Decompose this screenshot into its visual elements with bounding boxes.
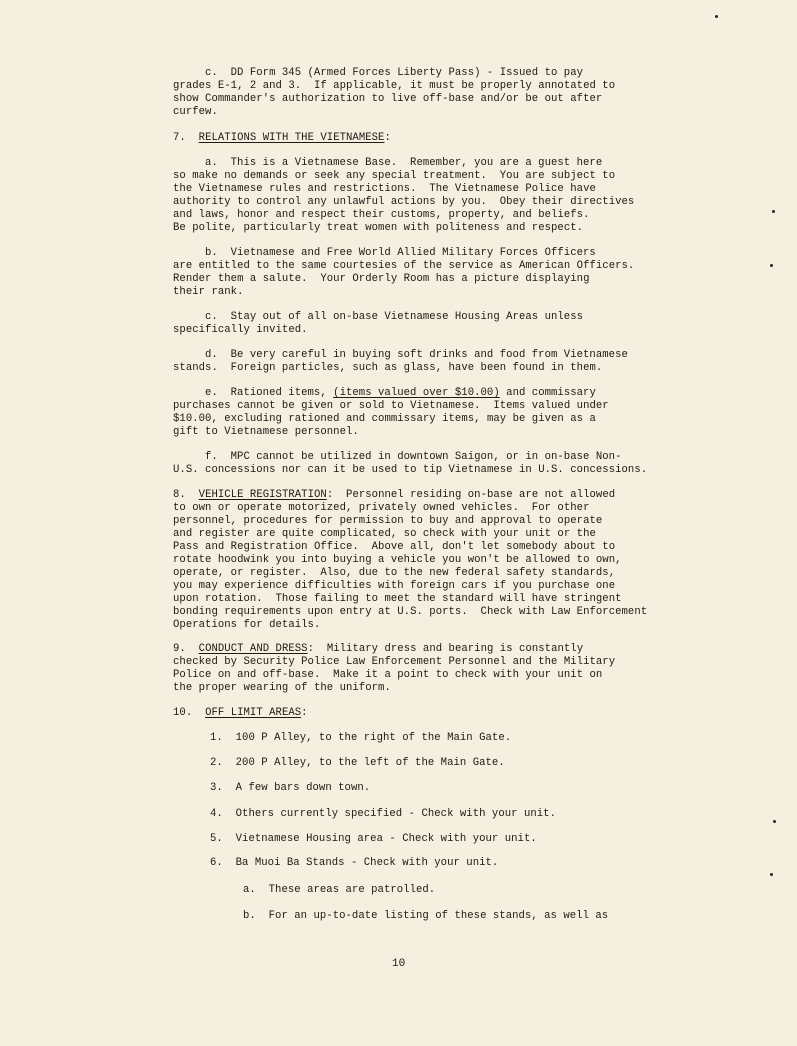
section-7e-underlined: (items valued over $10.00) xyxy=(333,387,500,399)
section-7e-line-4: gift to Vietnamese personnel. xyxy=(173,426,359,438)
section-10-number: 10. xyxy=(173,707,193,719)
section-8-line-3: personnel, procedures for permission to buy and approval to operate xyxy=(173,515,603,527)
scan-speck xyxy=(772,210,775,213)
section-8-line-1-text: : Personnel residing on-base are not allowed xyxy=(326,489,616,501)
para-c-liberty-line-2: grades E-1, 2 and 3. If applicable, it must be properly annotated to xyxy=(173,80,616,92)
section-10-colon: : xyxy=(301,707,308,719)
section-9-line-1-text: : Military dress and bearing is constantly xyxy=(307,643,584,655)
off-limit-item-5: 5. Vietnamese Housing area - Check with your unit. xyxy=(210,833,537,845)
section-7d-line-1: d. Be very careful in buying soft drinks and food from Vietnamese xyxy=(205,349,628,361)
section-8-line-6: rotate hoodwink you into buying a vehicle you won't be allowed to own, xyxy=(173,554,622,566)
section-7d-line-2: stands. Foreign particles, such as glass, have been found in them. xyxy=(173,362,603,374)
scan-speck xyxy=(773,820,776,823)
para-c-liberty-line-4: curfew. xyxy=(173,106,218,118)
off-limit-subitem-a: a. These areas are patrolled. xyxy=(243,884,436,896)
section-8-line-2: to own or operate motorized, privately owned vehicles. For other xyxy=(173,502,590,514)
page-number: 10 xyxy=(392,958,406,970)
section-7a-line-4: authority to control any unlawful actions by you. Obey their directives xyxy=(173,196,635,208)
section-7c-line-2: specifically invited. xyxy=(173,324,308,336)
section-10-title: OFF LIMIT AREAS xyxy=(205,707,302,719)
section-7a-line-6: Be polite, particularly treat women with politeness and respect. xyxy=(173,222,584,234)
section-9-line-4: the proper wearing of the uniform. xyxy=(173,682,391,694)
section-7-title: RELATIONS WITH THE VIETNAMESE xyxy=(198,132,385,144)
section-9-line-1 xyxy=(173,643,583,656)
section-7a-line-5: and laws, honor and respect their customs, property, and beliefs. xyxy=(173,209,590,221)
section-7f-line-1: f. MPC cannot be utilized in downtown Saigon, or in on-base Non- xyxy=(205,451,622,463)
section-7a-line-3: the Vietnamese rules and restrictions. The Vietnamese Police have xyxy=(173,183,596,195)
scan-speck xyxy=(770,873,773,876)
section-9-number: 9. xyxy=(173,643,186,655)
section-7-heading xyxy=(173,132,391,145)
section-7e-line-1 xyxy=(205,387,596,400)
section-7f-line-2: U.S. concessions nor can it be used to tip Vietnamese in U.S. concessions. xyxy=(173,464,648,476)
section-8-line-7: operate, or register. Also, due to the new federal safety standards, xyxy=(173,567,616,579)
section-8-line-11: Operations for details. xyxy=(173,619,321,631)
section-7b-line-1: b. Vietnamese and Free World Allied Military Forces Officers xyxy=(205,247,596,259)
section-8-line-4: and register are quite complicated, so check with your unit or the xyxy=(173,528,596,540)
scan-speck xyxy=(715,15,718,18)
section-7e-post: and commissary xyxy=(499,387,596,399)
section-7-colon: : xyxy=(384,132,391,144)
section-7c-line-1: c. Stay out of all on-base Vietnamese Housing Areas unless xyxy=(205,311,584,323)
off-limit-subitem-b: b. For an up-to-date listing of these stands, as well as xyxy=(243,910,609,922)
section-8-line-5: Pass and Registration Office. Above all, don't let somebody about to xyxy=(173,541,616,553)
section-8-number: 8. xyxy=(173,489,186,501)
section-8-title: VEHICLE REGISTRATION xyxy=(198,489,327,501)
section-8-line-9: upon rotation. Those failing to meet the standard will have stringent xyxy=(173,593,622,605)
section-9-title: CONDUCT AND DRESS xyxy=(198,643,308,655)
section-8-line-1 xyxy=(173,489,615,502)
section-7b-line-2: are entitled to the same courtesies of the service as American Officers. xyxy=(173,260,635,272)
off-limit-item-2: 2. 200 P Alley, to the left of the Main Gate. xyxy=(210,757,505,769)
section-7e-line-3: $10.00, excluding rationed and commissary items, may be given as a xyxy=(173,413,596,425)
section-9-line-3: Police on and off-base. Make it a point to check with your unit on xyxy=(173,669,603,681)
section-7a-line-2: so make no demands or seek any special treatment. You are subject to xyxy=(173,170,616,182)
section-8-line-10: bonding requirements upon entry at U.S. ports. Check with Law Enforcement xyxy=(173,606,648,618)
section-7e-line-2: purchases cannot be given or sold to Vietnamese. Items valued under xyxy=(173,400,609,412)
section-8-line-8: you may experience difficulties with foreign cars if you purchase one xyxy=(173,580,616,592)
scan-speck xyxy=(770,264,773,267)
section-7b-line-3: Render them a salute. Your Orderly Room has a picture displaying xyxy=(173,273,590,285)
off-limit-item-1: 1. 100 P Alley, to the right of the Main Gate. xyxy=(210,732,512,744)
off-limit-item-4: 4. Others currently specified - Check with your unit. xyxy=(210,808,556,820)
off-limit-item-3: 3. A few bars down town. xyxy=(210,782,371,794)
section-7b-line-4: their rank. xyxy=(173,286,244,298)
para-c-liberty-line-3: show Commander's authorization to live off-base and/or be out after xyxy=(173,93,603,105)
off-limit-item-6: 6. Ba Muoi Ba Stands - Check with your unit. xyxy=(210,857,499,869)
section-10-heading xyxy=(173,707,308,720)
section-7a-line-1: a. This is a Vietnamese Base. Remember, you are a guest here xyxy=(205,157,603,169)
section-7e-pre: e. Rationed items, xyxy=(205,387,334,399)
section-7-number: 7. xyxy=(173,132,186,144)
section-9-line-2: checked by Security Police Law Enforcement Personnel and the Military xyxy=(173,656,616,668)
para-c-liberty-line-1: c. DD Form 345 (Armed Forces Liberty Pass) - Issued to pay xyxy=(205,67,584,79)
